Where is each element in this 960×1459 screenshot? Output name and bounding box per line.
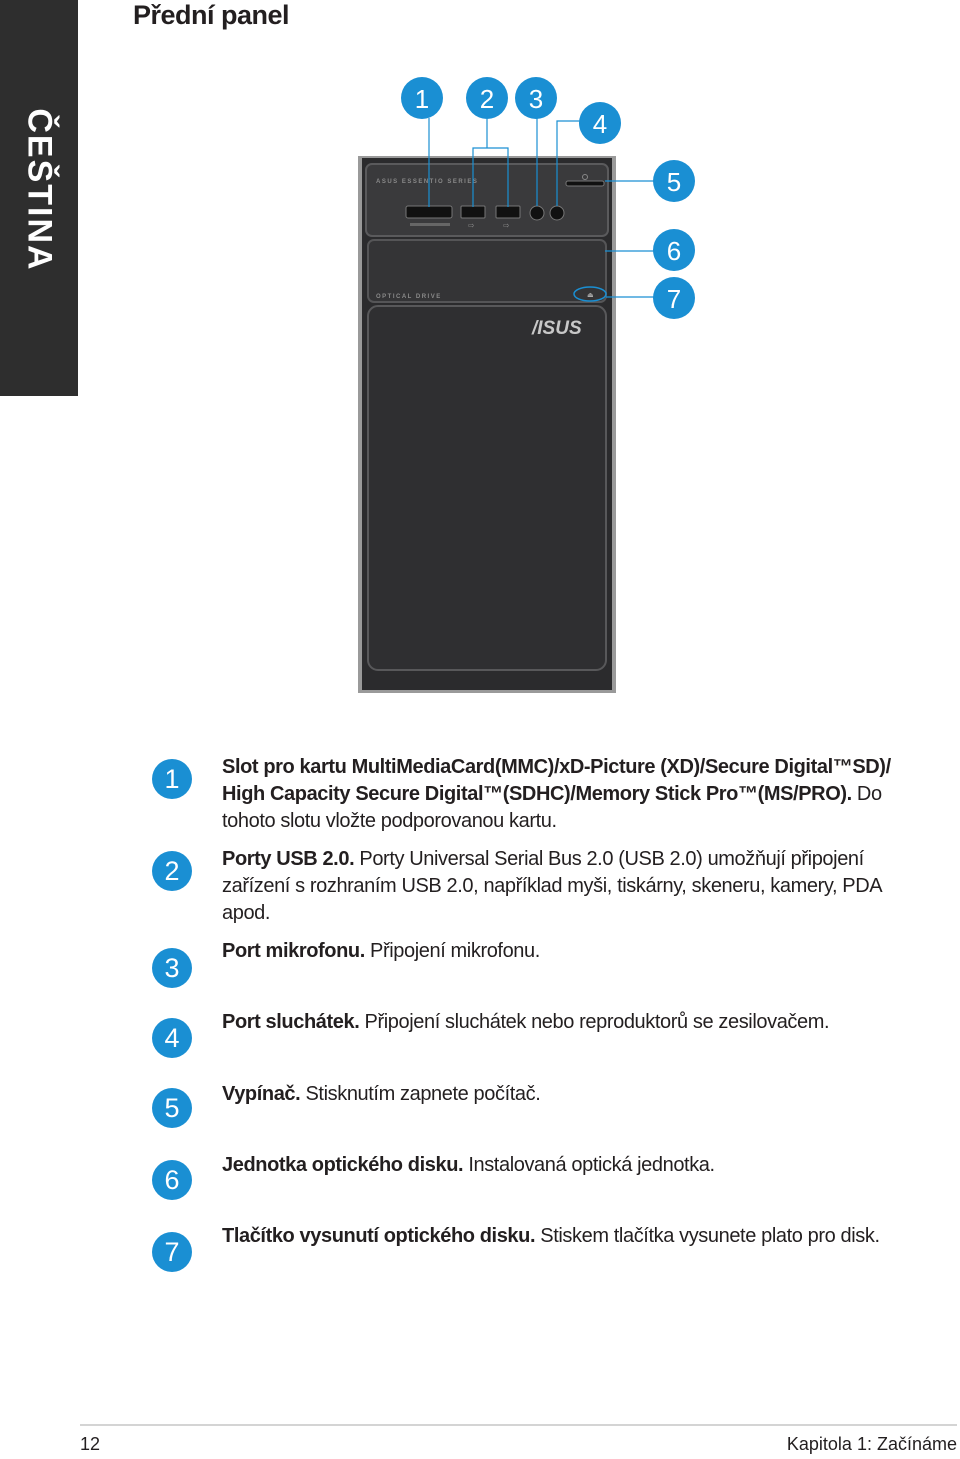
footer-divider xyxy=(80,1424,957,1426)
item-1-description xyxy=(222,754,922,835)
item-2-title: Porty USB 2.0. xyxy=(222,848,355,870)
chapter-label: Kapitola 1: Začínáme xyxy=(786,1434,957,1454)
callout-3 xyxy=(515,77,557,119)
item-2-badge: 2 xyxy=(152,851,192,891)
item-3-description xyxy=(222,938,922,965)
callout-7 xyxy=(653,277,695,319)
power-button xyxy=(566,181,604,186)
item-3-title: Port mikrofonu. xyxy=(222,940,365,962)
card-reader-slot xyxy=(406,206,452,218)
item-4-title: Port sluchátek. xyxy=(222,1011,360,1033)
svg-text:⏏: ⏏ xyxy=(587,291,594,299)
item-6-text: Instalovaná optická jednotka. xyxy=(463,1154,715,1176)
item-4-description xyxy=(222,1009,922,1036)
language-tab-label: ČEŠTINA xyxy=(20,108,59,272)
item-7-badge: 7 xyxy=(152,1232,192,1272)
page-number: 12 xyxy=(80,1434,101,1454)
callout-1 xyxy=(401,77,443,119)
item-5-text: Stisknutím zapnete počítač. xyxy=(300,1083,541,1105)
asus-logo: /ISUS xyxy=(532,318,582,339)
svg-text:⇨: ⇨ xyxy=(468,221,475,230)
item-5-badge: 5 xyxy=(152,1088,192,1128)
item-7-description xyxy=(222,1223,922,1250)
series-label: ASUS ESSENTIO SERIES xyxy=(376,179,479,185)
callout-7-label: 7 xyxy=(666,284,682,314)
callout-3-label: 3 xyxy=(528,84,544,114)
callout-6 xyxy=(653,229,695,271)
item-1-text: Do tohoto slotu vložte podporovanou kartu. xyxy=(222,783,882,832)
item-7-text: Stiskem tlačítka vysunete plato pro disk. xyxy=(535,1225,880,1247)
callout-2 xyxy=(466,77,508,119)
item-5-title: Vypínač. xyxy=(222,1083,301,1105)
callout-1-label: 1 xyxy=(414,84,430,114)
item-2-text: Porty Universal Serial Bus 2.0 (USB 2.0) umožňují připojení zařízení s rozhraním USB 2.0, například myši, tiskárny, skeneru, kamery, PDA apod. xyxy=(222,848,882,924)
item-7-title: Tlačítko vysunutí optického disku. xyxy=(222,1225,536,1247)
item-4-badge: 4 xyxy=(152,1018,192,1058)
usb-port-1 xyxy=(461,206,485,218)
item-4-text: Připojení sluchátek nebo reproduktorů se zesilovačem. xyxy=(359,1011,830,1033)
item-6-description xyxy=(222,1152,922,1179)
callout-5 xyxy=(653,160,695,202)
callout-4 xyxy=(579,102,621,144)
item-3-text: Připojení mikrofonu. xyxy=(364,940,540,962)
svg-text:⇨: ⇨ xyxy=(503,221,510,230)
item-1-badge: 1 xyxy=(152,759,192,799)
microphone-jack xyxy=(530,206,544,220)
usb-port-2 xyxy=(496,206,520,218)
callout-2-label: 2 xyxy=(479,84,495,114)
pc-case xyxy=(358,156,616,693)
item-2-description xyxy=(222,846,922,927)
callout-4-label: 4 xyxy=(592,109,608,139)
front-panel-illustration xyxy=(0,0,960,720)
item-6-badge: 6 xyxy=(152,1160,192,1200)
callout-5-label: 5 xyxy=(666,167,682,197)
page-title: Přední panel xyxy=(133,0,290,30)
item-5-description xyxy=(222,1081,922,1108)
item-6-title: Jednotka optického disku. xyxy=(222,1154,464,1176)
item-3-badge: 3 xyxy=(152,948,192,988)
item-1-title: Slot pro kartu MultiMediaCard(MMC)/xD-Picture (XD)/Secure Digital™SD)/ High Capacity Secure Digital™(SDHC)/Memory Stick Pro™(MS/PRO). xyxy=(222,756,891,805)
headphone-jack xyxy=(550,206,564,220)
optical-drive-label: OPTICAL DRIVE xyxy=(376,294,442,300)
callout-6-label: 6 xyxy=(666,236,682,266)
